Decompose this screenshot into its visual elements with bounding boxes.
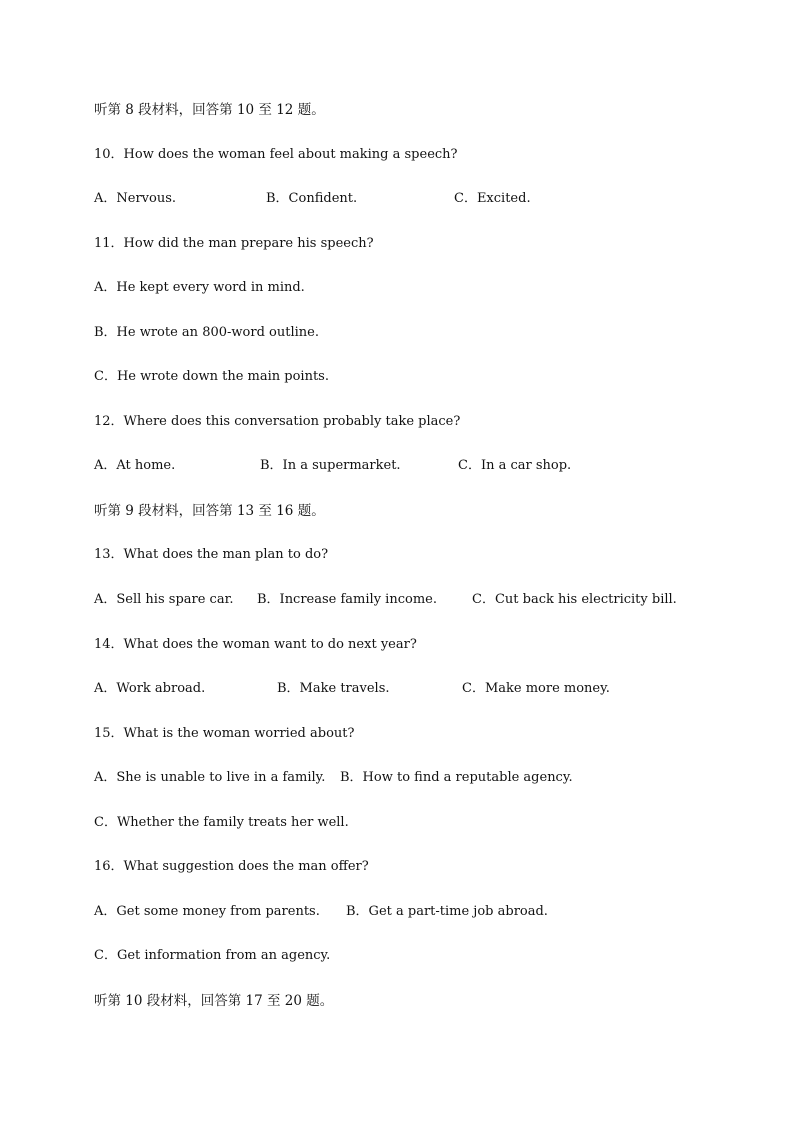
question-11-stem: 11．How did the man prepare his speech? [94,236,374,251]
option-13-c: C．Cut back his electricity bill. [472,592,677,607]
question-14-stem: 14．What does the woman want to do next year? [94,637,417,652]
option-11-a: A．He kept every word in mind. [94,280,305,295]
option-11-c: C．He wrote down the main points. [94,369,329,384]
question-15-options [94,768,714,788]
option-14-b: B．Make travels. [277,681,390,696]
question-10-stem: 10．How does the woman feel about making a speech? [94,147,458,162]
question-10-options [94,189,714,209]
question-16-stem: 16．What suggestion does the man offer? [94,859,369,874]
option-12-b: B．In a supermarket. [260,458,401,473]
section-heading-8: 听第 8 段材料，回答第 10 至 12 题。 [94,102,325,118]
option-16-c: C．Get information from an agency. [94,948,331,963]
option-12-c: C．In a car shop. [458,458,572,473]
option-13-a: A．Sell his spare car. [94,592,234,607]
option-14-a: A．Work abroad. [94,681,206,696]
option-16-b: B．Get a part-time job abroad. [346,904,548,919]
option-13-b: B．Increase family income. [257,592,437,607]
question-13-stem: 13．What does the man plan to do? [94,547,329,562]
question-12-stem: 12．Where does this conversation probably take place? [94,414,461,429]
option-12-a: A．At home. [94,458,176,473]
question-16-options [94,902,714,922]
option-15-a: A．She is unable to live in a family. [94,770,326,785]
option-10-a: A．Nervous. [94,191,177,206]
option-11-b: B．He wrote an 800-word outline. [94,325,319,340]
option-10-b: B．Confident. [266,191,358,206]
question-15-stem: 15．What is the woman worried about? [94,726,355,741]
option-15-c: C．Whether the family treats her well. [94,815,349,830]
section-heading-10: 听第 10 段材料，回答第 17 至 20 题。 [94,993,334,1009]
question-13-options [94,590,734,610]
question-12-options [94,456,714,476]
section-heading-9: 听第 9 段材料，回答第 13 至 16 题。 [94,503,325,519]
option-15-b: B．How to find a reputable agency. [340,770,573,785]
question-14-options [94,679,714,699]
option-14-c: C．Make more money. [462,681,610,696]
option-16-a: A．Get some money from parents. [94,904,320,919]
option-10-c: C．Excited. [454,191,531,206]
